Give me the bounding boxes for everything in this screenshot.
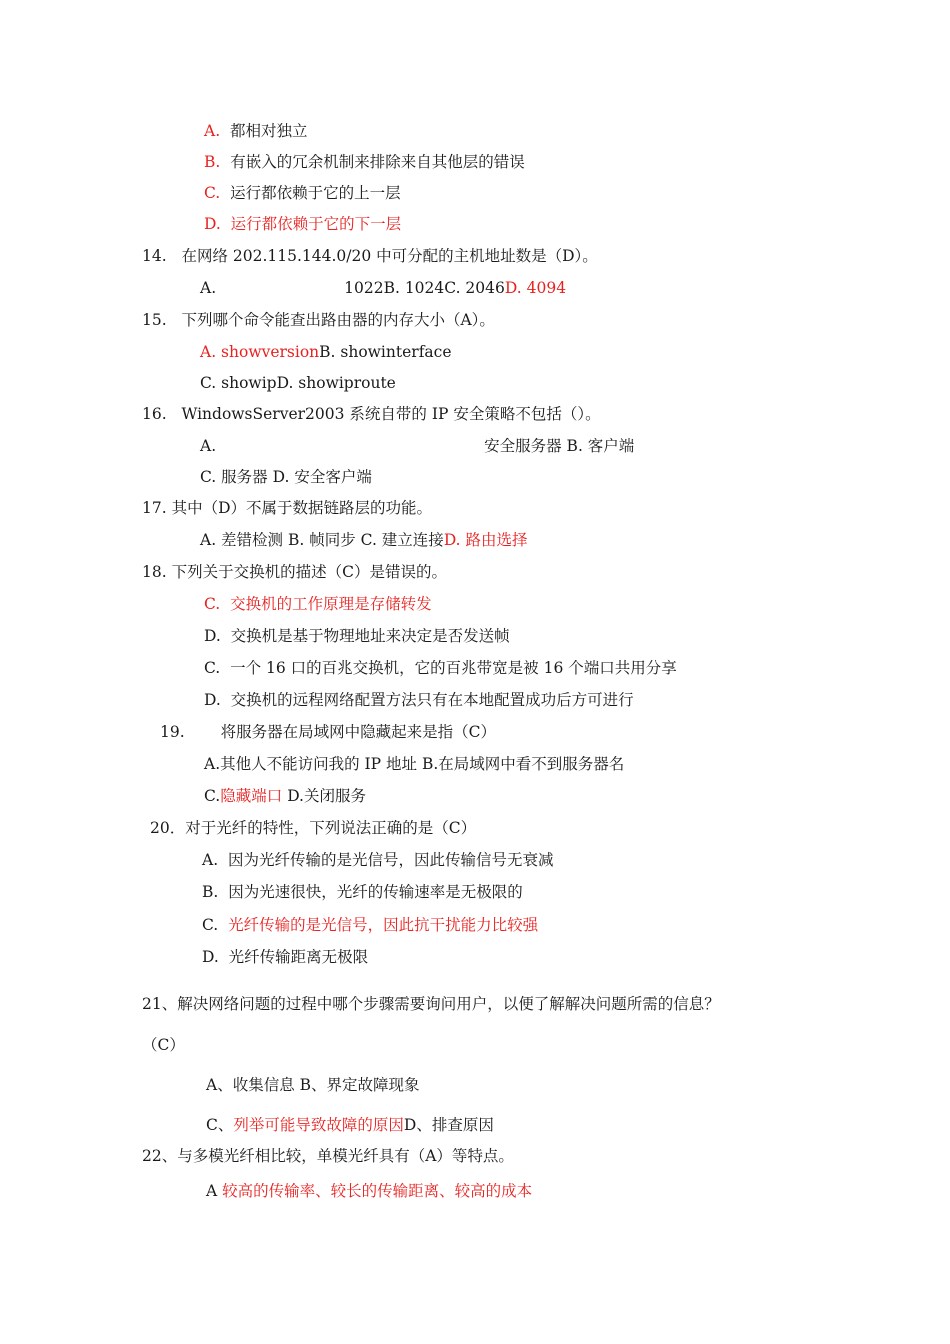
- q16-options-row2: C. 服务器 D. 安全客户端: [200, 468, 372, 486]
- q13-option-c: C. 运行都依赖于它的上一层: [204, 184, 401, 202]
- q19-options-row1: A.其他人不能访问我的 IP 地址 B.在局域网中看不到服务器名: [204, 755, 625, 773]
- q16-options-row1: A. 安全服务器 B. 客户端: [200, 437, 635, 455]
- q17-options: A. 差错检测 B. 帧同步 C. 建立连接D. 路由选择: [200, 531, 528, 549]
- q15-question: 15. 下列哪个命令能查出路由器的内存大小（A）。: [142, 311, 495, 329]
- q13-option-b: B. 有嵌入的冗余机制来排除来自其他层的错误: [204, 153, 525, 171]
- q20-option-d: D. 光纤传输距离无极限: [202, 948, 369, 966]
- q14-options: A. 1022B. 1024C. 2046D. 4094: [200, 279, 567, 297]
- q22-question: 22、与多模光纤相比较，单模光纤具有（A）等特点。: [142, 1147, 514, 1165]
- q21-question: 21、解决网络问题的过程中哪个步骤需要询问用户，以便了解解决问题所需的信息？: [142, 995, 720, 1013]
- q20-option-c: C. 光纤传输的是光信号，因此抗干扰能力比较强: [202, 916, 539, 934]
- q16-question: 16. WindowsServer2003 系统自带的 IP 安全策略不包括（）。: [142, 405, 601, 423]
- q20-option-a: A. 因为光纤传输的是光信号，因此传输信号无衰减: [202, 851, 554, 869]
- q13-option-d: D. 运行都依赖于它的下一层: [204, 215, 402, 233]
- q18-option-3: C. 一个 16 口的百兆交换机，它的百兆带宽是被 16 个端口共用分享: [204, 659, 677, 677]
- q20-option-b: B. 因为光速很快，光纤的传输速率是无极限的: [202, 883, 523, 901]
- q18-option-4: D. 交换机的远程网络配置方法只有在本地配置成功后方可进行: [204, 691, 634, 709]
- q22-option-a: A 较高的传输率、较长的传输距离、较高的成本: [206, 1182, 533, 1200]
- q18-question: 18. 下列关于交换机的描述（C）是错误的。: [142, 563, 447, 581]
- q19-question: 19. 将服务器在局域网中隐藏起来是指（C）: [160, 723, 497, 741]
- q18-option-1: C. 交换机的工作原理是存储转发: [204, 595, 432, 613]
- q18-option-2: D. 交换机是基于物理地址来决定是否发送帧: [204, 627, 510, 645]
- q15-options-row2: C. showipD. showiproute: [200, 374, 396, 392]
- q14-question: 14. 在网络 202.115.144.0/20 中可分配的主机地址数是（D）。: [142, 247, 598, 265]
- q21-options-row1: A、收集信息 B、界定故障现象: [206, 1076, 420, 1094]
- q20-question: 20．对于光纤的特性，下列说法正确的是（C）: [150, 819, 477, 837]
- q19-options-row2: C.隐藏端口 D.关闭服务: [204, 787, 366, 805]
- q13-option-a: A. 都相对独立: [204, 122, 308, 140]
- q15-options-row1: A. showversionB. showinterface: [200, 343, 452, 361]
- q21-options-row2: C、列举可能导致故障的原因D、排查原因: [206, 1116, 494, 1134]
- q17-question: 17. 其中（D）不属于数据链路层的功能。: [142, 499, 433, 517]
- q21-answer: （C）: [142, 1036, 185, 1054]
